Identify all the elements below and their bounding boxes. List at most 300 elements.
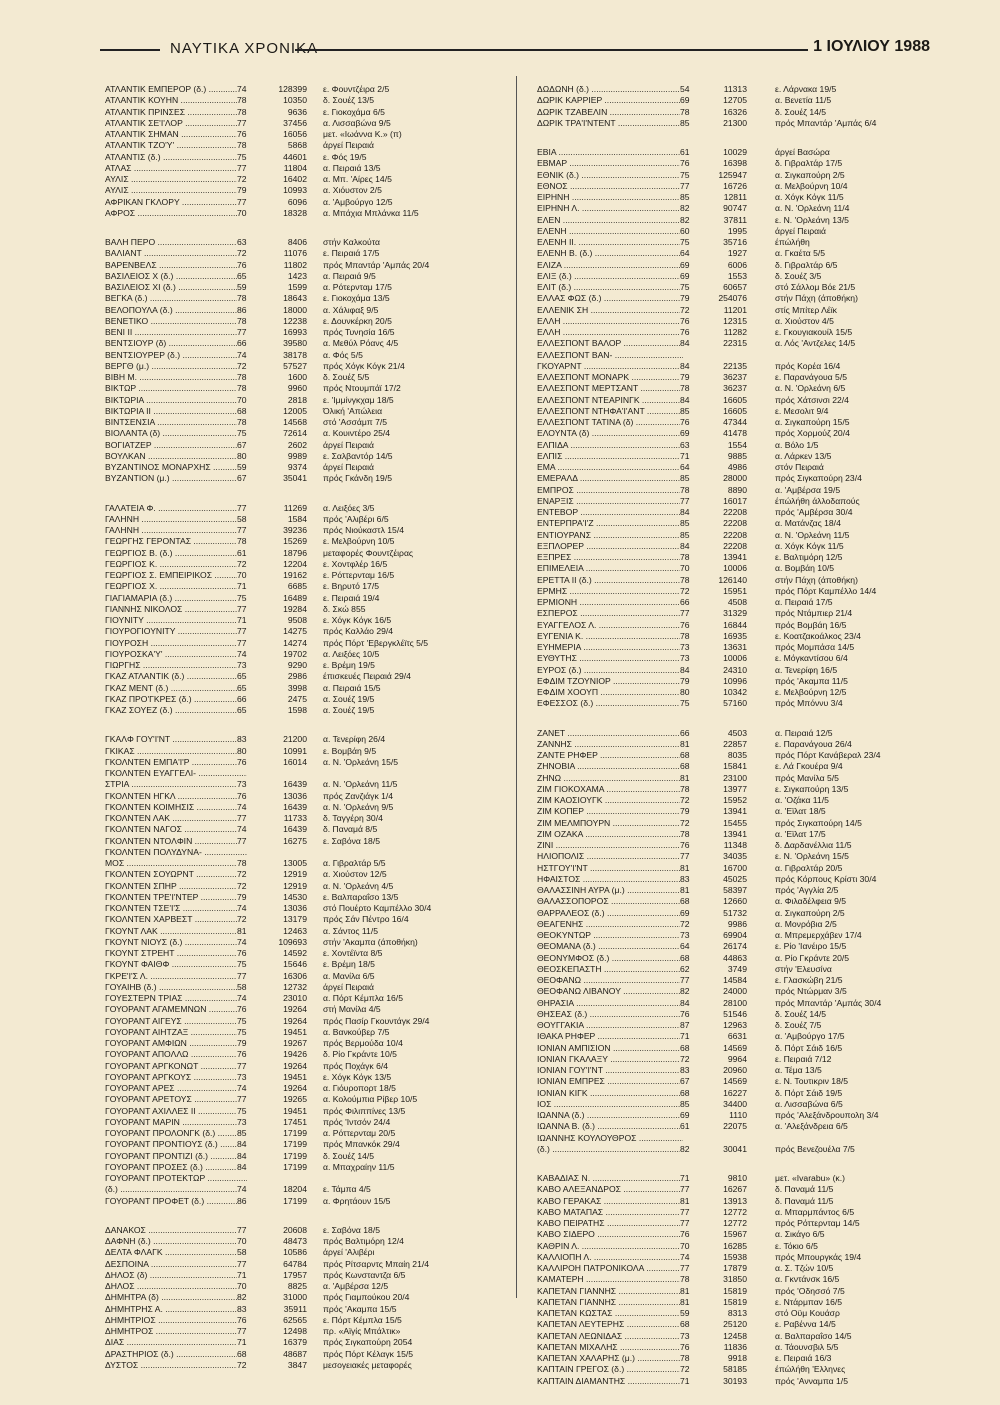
tonnage: 16398 [723,158,747,169]
build-year: 64 [680,462,698,473]
ship-entry [537,1252,942,1263]
ship-name: ΕΛΛΕΣΠΟΝΤ ΝΤΗΦΑ'Ι'ΑΝΤ ..... [537,406,683,417]
tonnage: 22208 [723,529,747,540]
build-year: 87 [680,1020,698,1031]
build-year: 77 [680,1207,698,1218]
build-year: 69 [680,95,698,106]
build-year: 75 [680,170,698,181]
ship-entry [105,847,505,858]
build-year: 74 [237,350,255,361]
ship-name: ΓΚΑΖ ΠΡΟ'ΓΚΡΕΣ (δ.) ..... [105,694,247,705]
position: ε. Πειραιά 17/5 [323,248,380,259]
build-year: 82 [680,203,698,214]
ship-group [537,1173,942,1387]
build-year: 81 [680,1196,698,1207]
build-year: 68 [680,1088,698,1099]
tonnage: 17879 [723,1263,747,1273]
tonnage: 19264 [283,1004,307,1015]
tonnage: 12705 [723,95,747,106]
position: ε. Βαλτιμόρη 12/5 [775,552,843,562]
position: ε. Πειραιά 19/4 [323,592,380,603]
tonnage: 13977 [723,783,747,794]
tonnage: 19284 [283,603,307,614]
tonnage: 11201 [723,304,747,315]
position: α. Ν. 'Ορλεάνη 11/5 [775,529,850,540]
ship-entry [105,791,505,802]
ship-entry [537,95,942,106]
build-year: 82 [680,215,698,226]
ship-name: ΙΟΝΙΑΝ ΓΟΥ'Ι'ΝΤ ..... [537,1065,683,1076]
ship-entry [537,1376,942,1387]
ship-name: ΓΕΩΡΓΗΣ ΓΕΡΟΝΤΑΣ ..... [105,536,247,547]
position: στό Σάλλομ Βόε 21/5 [775,282,856,292]
position: α. Γκντάνσκ 16/5 [775,1274,840,1285]
tonnage: 39580 [283,338,307,349]
ship-entry [105,372,505,383]
build-year: 69 [680,908,698,919]
ship-entry [537,181,942,192]
ship-name: ΓΑΛΗΝΗ ..... [105,525,247,536]
position: ε. Παρανάγουα 26/4 [775,738,852,749]
ship-name: ΔΗΜΗΤΡΙΟΣ ..... [105,1315,247,1326]
ship-entry [537,361,942,372]
tonnage: 16439 [283,779,307,790]
build-year: 75 [237,1016,255,1027]
position: ε. Ν. Τουτικριν 18/5 [775,1076,849,1087]
build-year: 70 [237,570,255,581]
ship-name: ΕΥΡΟΣ (δ.) ..... [537,665,683,676]
tonnage: 13941 [723,552,747,562]
build-year: 72 [237,881,255,892]
build-year: 79 [237,892,255,903]
tonnage: 11802 [283,259,307,270]
position: άργεί 'Αλιβέρι [323,1247,375,1258]
tonnage: 14569 [723,1076,747,1087]
tonnage: 14274 [283,637,307,648]
position: α. Μπάχια Μπλάνκα 11/5 [323,207,419,218]
position: α. Χιούστον 12/5 [323,869,387,880]
ship-entry [537,440,942,451]
tonnage: 12458 [723,1330,747,1341]
tonnage: 20608 [283,1224,307,1235]
tonnage: 15938 [723,1251,747,1262]
ship-name: ΙΩΑΝΝΑ Β. (δ.) ..... [537,1121,683,1132]
tonnage: 13005 [283,858,307,868]
ship-name: ΔΕΣΠΟΙΝΑ ..... [105,1259,247,1270]
ship-name: ΔΗΛΟΣ (δ) ..... [105,1270,247,1281]
tonnage: 19264 [283,1015,307,1026]
build-year: 84 [237,1162,255,1173]
ship-entry [105,1027,505,1038]
position: α. Μπ. 'Αίρες 14/5 [323,174,392,184]
ship-entry [537,806,942,817]
tonnage: 1584 [287,513,307,524]
ship-entry [537,953,942,964]
right-column [537,84,942,1405]
ship-entry [105,937,505,948]
ship-name: ΓΕΩΡΓΙΟΣ Χ. ..... [105,581,247,592]
ship-name: ΕΛΛΕΣΠΟΝΤ ΝΤΕΑΡΙΝΓΚ ..... [537,395,683,406]
ship-name: ΔΕΛΤΑ ΦΛΑΓΚ ..... [105,1247,247,1258]
position: στό 'Ασσάμπ 7/5 [323,417,388,427]
tonnage: 26174 [723,941,747,952]
build-year: 81 [680,739,698,750]
build-year: 76 [680,840,698,851]
tonnage: 3749 [727,963,747,974]
ship-group [105,237,505,485]
tonnage: 8825 [287,1281,307,1291]
position: στό Οϋμ Κουάσρ [775,1308,840,1318]
ship-name: ΒΑΡΕΝΒΕΛΣ ..... [105,260,247,271]
position: ε. Γλασκώβη 21/5 [775,975,843,985]
ship-name: ΚΑΒΟ ΜΑΤΑΠΑΣ ..... [537,1207,683,1218]
ship-name: ΓΚΟΛΝΤΕΝ ΠΟΛΥΔΥΝΑ- ..... [105,847,247,858]
tonnage: 19267 [283,1038,307,1048]
position: ε. 'Ιμμίνγκχαμ 18/5 [323,394,394,405]
position: ε. Μελβούρνη 10/5 [323,536,395,547]
position: α. Σουέζ 19/5 [323,705,375,715]
position: πρός Μπαντάρ 'Αμπάς 30/4 [775,997,882,1008]
tonnage: 10586 [283,1247,307,1258]
tonnage: 9374 [287,462,307,472]
ship-entry [537,1263,942,1274]
ship-name: ΒΟΥΛΚΑΝ ..... [105,451,247,462]
position: ε. Χόγκ Κόγκ 13/5 [323,1071,392,1082]
ship-name: ΓΚΟΛΝΤΕΝ ΕΜΠΑ'Ι'Ρ ..... [105,757,247,768]
ship-entry [105,152,505,163]
position: ε. Κοατζακοάλκος 23/4 [775,630,861,641]
ship-name: ΓΚΟΛΝΤΕΝ ΧΑΡΒΕΣΤ ..... [105,914,247,925]
position: ε. Γιοκοχάμα 13/5 [323,293,390,304]
ship-entry [105,824,505,835]
build-year: 68 [680,896,698,907]
build-year: 78 [237,858,255,869]
tonnage: 14592 [283,948,307,958]
position: στό Πουέρτο Καμπέλλο 30/4 [323,903,432,913]
tonnage: 10029 [723,147,747,157]
ship-entry [537,586,942,597]
tonnage: 36237 [723,383,747,394]
tonnage: 34400 [723,1098,747,1109]
ship-entry [105,1128,505,1139]
ship-entry [105,361,505,372]
position: α. Ρίο Γκράντε 20/5 [775,952,850,963]
position: έπισκευές Πειραιά 29/4 [323,671,411,682]
tonnage: 11804 [283,162,307,173]
tonnage: 109693 [278,936,307,947]
build-year: 68 [680,1319,698,1330]
ship-name: ΚΑΒΟ ΓΕΡΑΚΑΣ ..... [537,1196,683,1207]
ship-name: ΕΜΑ ..... [537,462,683,473]
ship-name: ΓΚΟΛΝΤΕΝ ΣΠΗΡ ..... [105,881,247,892]
build-year: 83 [237,734,255,745]
ship-entry [105,1259,505,1270]
tonnage: 17199 [283,1128,307,1138]
tonnage: 15952 [723,795,747,805]
tonnage: 16935 [723,630,747,641]
position: στήν Πάχη (άποθήκη) [775,293,858,304]
ship-entry [537,473,942,484]
ship-name: ΘΕΟΜΑΝΑ (δ.) ..... [537,941,683,952]
ship-entry [105,525,505,536]
position: δ. Δαρδανέλλια 11/5 [775,840,852,850]
ship-name: ΔΥΣΤΟΣ ..... [105,1360,247,1371]
ship-entry [537,597,942,608]
build-year: 76 [680,1229,698,1240]
position: α. 'Αλεξάνδρεια 6/5 [775,1121,848,1132]
tonnage: 2602 [287,439,307,450]
ship-entry [537,372,942,383]
ship-name: ΓΟΥΟΡΑΝΤ ΠΡΟΛΟΝΓΚ (δ.) ..... [105,1128,247,1139]
ship-name: ΚΑΛΛΙΡΟΗ ΠΑΤΡΟΝΙΚΟΛΑ ..... [537,1263,683,1274]
ship-name: ΒΑΣΙΛΕΙΟΣ ΧΙ (δ.) ..... [105,282,247,293]
tonnage: 13631 [723,642,747,652]
ship-name: ΓΚΑΛΦ ΓΟΥ'Ι'ΝΤ ..... [105,734,247,745]
position: α. 'Εϊλατ 18/5 [775,806,826,817]
build-year: 68 [680,761,698,772]
ship-entry [105,1281,505,1292]
ship-name: ΑΥΛΙΣ ..... [105,185,247,196]
ship-entry [105,514,505,525]
position: άργεί Πειραιά [323,981,374,992]
ship-group [537,147,942,710]
ship-entry [537,338,942,349]
ship-entry [105,768,505,779]
ship-entry [537,919,942,930]
tonnage: 16489 [283,592,307,603]
ship-name: ΓΚΟΛΝΤΕΝ ΝΤΟΛΦΙΝ ..... [105,836,247,847]
tonnage: 11269 [283,502,307,513]
ship-name: ΕΛΛΕΣΠΟΝΤ ΒΑΛΟΡ ..... [537,338,683,349]
ship-name: ΑΥΛΙΣ ..... [105,174,247,185]
build-year: 72 [237,361,255,372]
tonnage: 11348 [723,840,747,850]
tonnage: 51732 [723,907,747,918]
ship-name: ΘΕΟΝΥΜΦΟΣ (δ.) ..... [537,953,683,964]
ship-entry [537,1043,942,1054]
position: στή Μανίλα 4/5 [323,1004,381,1015]
tonnage: 16439 [283,824,307,835]
ship-name: ΙΟΝΙΑΝ ΚΙΓΚ ..... [537,1088,683,1099]
position: άργεί Πειραιά [323,462,374,472]
position: α. Ν. 'Ορλεάνη 4/5 [323,880,394,891]
tonnage: 12315 [723,315,747,326]
position: ε. Σιγκαπούρη 13/5 [775,783,849,794]
ship-name: (δ.) ..... [537,1144,683,1155]
ship-entry [105,1049,505,1060]
position: α. Ν. 'Ορλεάνη 11/5 [323,779,398,790]
build-year: 65 [237,683,255,694]
tonnage: 16844 [723,619,747,630]
ship-name: ΓΙΟΥΡΟΣΗ ..... [105,638,247,649]
build-year: 78 [680,552,698,563]
ship-entry [537,1009,942,1020]
build-year: 76 [680,316,698,327]
position: α. Σ. Τζών 10/5 [775,1263,834,1273]
ship-name: (δ.) ..... [105,1184,247,1195]
tonnage: 21300 [723,117,747,128]
position: α. Λισσαβώνα 9/5 [323,117,391,128]
build-year: 58 [237,514,255,525]
issue-date: 1 ΙΟΥΛΙΟΥ 1988 [813,38,930,55]
tonnage: 16439 [283,801,307,812]
ship-name: ΔΗΜΗΤΡΟΣ ..... [105,1326,247,1337]
ship-entry [105,417,505,428]
build-year: 71 [237,1337,255,1348]
ship-name: ΕΠΙΜΕΛΕΙΑ ..... [537,563,683,574]
position: στήν Πάχη (άποθήκη) [775,574,858,585]
ship-entry [537,84,942,95]
position: πρός Κωνσταντζα 6/5 [323,1269,406,1280]
build-year: 77 [237,1094,255,1105]
ship-entry [105,84,505,95]
tonnage: 16402 [283,174,307,184]
ship-entry [537,158,942,169]
tonnage: 19426 [283,1049,307,1060]
tonnage: 16700 [723,862,747,873]
ship-entry [537,395,942,406]
position: άργεί Πειραιά [323,439,374,450]
position: α. Κουιντέρο 25/4 [323,428,391,439]
ship-entry [105,638,505,649]
ship-entry [105,746,505,757]
position: ε. Βηρυτό 17/5 [323,581,379,592]
ship-name: ΓΟΥΟΡΑΝΤ ΠΡΟΦΕΤ (δ.) ..... [105,1196,247,1207]
ship-entry [105,660,505,671]
build-year: 69 [680,1110,698,1121]
build-year: 80 [237,451,255,462]
ship-name: ΒΕΛΟΠΟΥΛΑ (δ.) ..... [105,305,247,316]
tonnage: 12498 [283,1326,307,1336]
tonnage: 8406 [287,237,307,247]
ship-name: ΓΟΥΟΡΑΝΤ ΑΡΕΣ ..... [105,1083,247,1094]
build-year: 76 [237,129,255,140]
build-year: 71 [680,451,698,462]
ship-entry [105,293,505,304]
build-year: 78 [237,383,255,394]
build-year: 77 [237,163,255,174]
ship-entry [105,593,505,604]
build-year: 80 [237,746,255,757]
position: πρός Πόρτ Κανάβεραλ 23/4 [775,750,881,760]
ship-entry [105,140,505,151]
build-year: 77 [237,525,255,536]
tonnage: 14569 [723,1042,747,1053]
ship-entry [537,818,942,829]
ship-name: ΖΙΜ ΜΕΛΜΠΟΥΡΝ ..... [537,818,683,829]
position: α. Πειραιά 9/5 [323,270,376,281]
build-year: 77 [680,496,698,507]
position: μεταφορές Φουντζέιρας [323,547,414,558]
tonnage: 16726 [723,180,747,191]
ship-name: ΓΙΟΥΝΙΤΥ ..... [105,615,247,626]
section-title: ΝΑΥΤΙΚΑ ΧΡΟΝΙΚΑ [170,40,319,57]
tonnage: 9964 [727,1053,747,1064]
position: πρός Βομβάη 16/5 [775,619,847,630]
tonnage: 34035 [723,851,747,862]
ship-name: ΕΣΠΕΡΟΣ ..... [537,608,683,619]
ship-name: ΕΛΛΕΣΠΟΝΤ ΜΕΡΤΣΑΝΤ ..... [537,383,683,394]
position: πρός Βαλτιμόρη 12/4 [323,1236,404,1246]
ship-name: ΒΕΓΚΑ (δ.) ..... [105,293,247,304]
ship-entry [537,840,942,851]
ship-name: ΓΑΛΗΝΗ ..... [105,514,247,525]
ship-group [105,1225,505,1371]
build-year: 58 [237,1247,255,1258]
ship-entry [105,1004,505,1015]
ship-name: ΙΟΝΙΑΝ ΓΚΑΛΑΞΥ ..... [537,1054,683,1065]
build-year: 85 [680,1099,698,1110]
ship-name: ΓΟΥΟΡΑΝΤ ΠΡΟΤΕΚΤΩΡ ..... [105,1173,247,1184]
tonnage: 19702 [283,648,307,659]
position: ε. Πόρτ Κέμπλα 15/5 [323,1314,402,1325]
ship-name: ΕΛΙΞ (δ.) ..... [537,271,683,282]
position: δ. Πόρτ Σάιδ 16/5 [775,1042,843,1053]
position: ε. Χόγκ Κόγκ 16/5 [323,615,392,625]
ship-name: ΔΑΝΑΚΟΣ ..... [105,1225,247,1236]
tonnage: 16285 [723,1240,747,1251]
ship-name: ΗΛΙΟΠΟΛΙΣ ..... [537,851,683,862]
ship-entry [537,795,942,806]
tonnage: 3847 [287,1359,307,1370]
build-year: 73 [237,779,255,790]
ship-entry [105,208,505,219]
tonnage: 39236 [283,525,307,535]
ship-name: ΒΕΡΓΘ (μ.) ..... [105,361,247,372]
ship-entry [105,1247,505,1258]
tonnage: 16379 [283,1337,307,1348]
position: α. Ρόττερνταμ 20/5 [323,1128,396,1138]
ship-entry [537,118,942,129]
position: πρός Πόρτ 'Εβεργκλέϊτς 5/5 [323,637,429,648]
build-year: 79 [237,185,255,196]
position: α. Κολούμπια Ρίβερ 10/5 [323,1094,418,1105]
build-year: 63 [680,440,698,451]
position: ε. Βρέμη 18/5 [323,959,375,970]
position: δ. Σουέζ 14/5 [323,1150,375,1161]
build-year: 70 [237,1281,255,1292]
position: α. 'Αμβέρσα 12/5 [323,1281,389,1291]
build-year: 61 [680,147,698,158]
tonnage: 18643 [283,293,307,304]
tonnage: 48687 [283,1348,307,1359]
position: πρός Ρόττερνταμ 14/5 [775,1218,860,1228]
position: α. Σικάγο 6/5 [775,1229,825,1240]
ship-name: ΙΟΣ ..... [537,1099,683,1110]
position: α. Τενερίφη 26/4 [323,734,386,745]
build-year: 77 [237,1259,255,1270]
ship-entry [537,676,942,687]
ship-name: ΘΗΣΕΑΣ (δ.) ..... [537,1009,683,1020]
ship-name: ΖΙΜ ΟΖΑΚΑ ..... [537,829,683,840]
build-year: 77 [680,851,698,862]
build-year: 74 [237,903,255,914]
ship-name: ΕΘΝΟΣ ..... [537,181,683,192]
position: α. Σιγκαπούρη 15/5 [775,417,850,427]
tonnage: 58397 [723,885,747,895]
position: έπώλήθη 'Ελληνες [775,1364,846,1375]
build-year: 70 [237,208,255,219]
ship-name: ΒΙΝΤΣΕΝΣΙΑ ..... [105,417,247,428]
ship-entry [537,773,942,784]
tonnage: 12919 [283,869,307,880]
tonnage: 23010 [283,993,307,1003]
build-year: 75 [237,1106,255,1117]
build-year: 83 [237,1304,255,1315]
build-year: 84 [680,361,698,372]
ship-entry [105,914,505,925]
position: α. Γιβραλτάρ 20/5 [775,862,843,873]
